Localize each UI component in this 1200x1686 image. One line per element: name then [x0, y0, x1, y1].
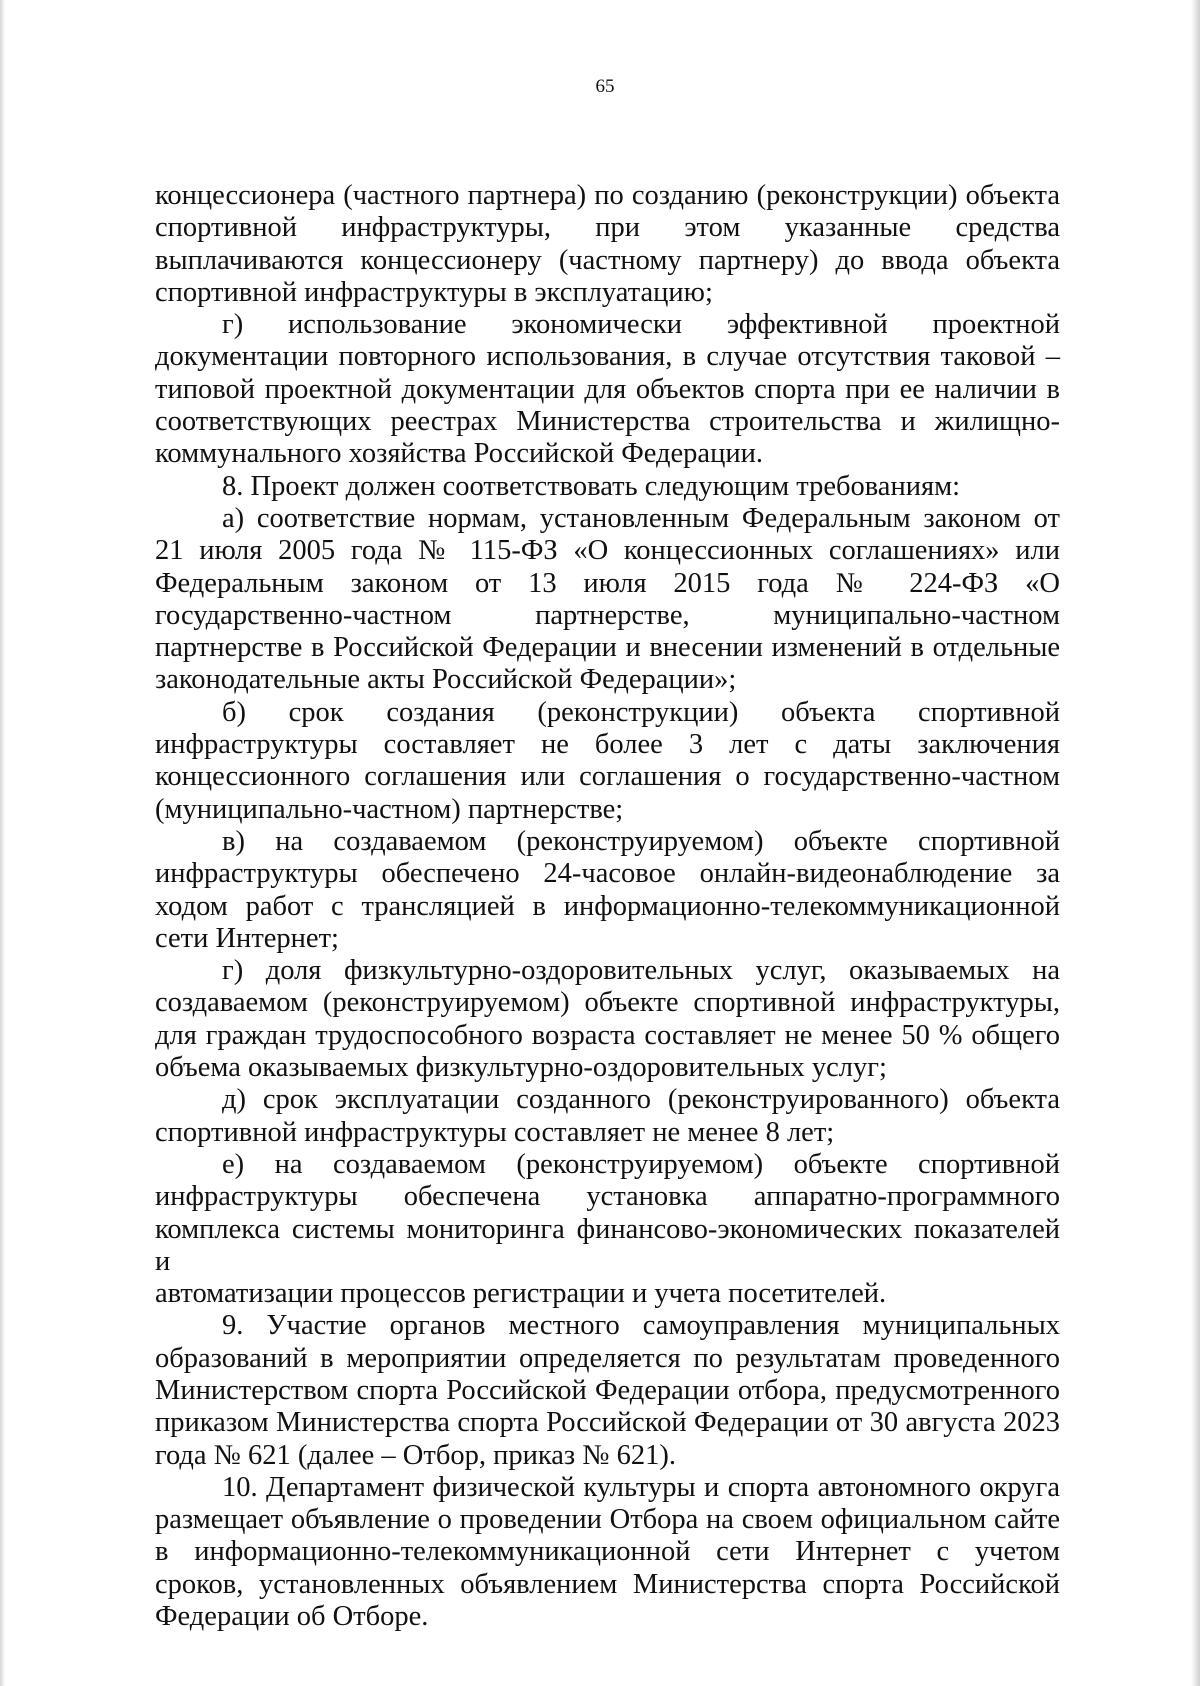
paragraph-item-g-project-docs: г) использование экономически эффективной проектной документации повторного использования, в случае отсутствия таковой – типовой проектной документации для объектов спорта при ее наличии в соответствующих реестрах Министерства строительства и жилищно-коммунального хозяйства Российской Федерации.	[155, 309, 1060, 470]
paragraph-item-e-continuation: автоматизации процессов регистрации и учета посетителей.	[155, 1278, 887, 1310]
paragraph-item-d: д) срок эксплуатации созданного (реконструированного) объекта спортивной инфраструктуры составляет не менее 8 лет;	[155, 1084, 1060, 1148]
page-number: 65	[595, 76, 615, 97]
paragraph-item-e: е) на создаваемом (реконструируемом) объекте спортивной инфраструктуры обеспечена установка аппаратно-программного комплекса системы мониторинга финансово-экономических показателей и	[155, 1148, 1060, 1277]
document-body	[155, 180, 1060, 1633]
paragraph-item-g: г) доля физкультурно-оздоровительных услуг, оказываемых на создаваемом (реконструируемом) объекте спортивной инфраструктуры, для граждан трудоспособного возраста составляет не менее 50 % общего объема оказываемых физкультурно-оздоровительных услуг;	[155, 955, 1060, 1084]
paragraph-section-9: 9. Участие органов местного самоуправления муниципальных образований в мероприятии определяется по результатам проведенного Министерством спорта Российской Федерации отбора, предусмотренного приказом Министерства спорта Российской Федерации от 30 августа 2023 года № 621 (далее – Отбор, приказ № 621).	[155, 1310, 1060, 1471]
paragraph-item-v: в) на создаваемом (реконструируемом) объекте спортивной инфраструктуры обеспечено 24-часовое онлайн-видеонаблюдение за ходом работ с трансляцией в информационно-телекоммуникационной сети Интернет;	[155, 825, 1060, 954]
paragraph-item-b: б) срок создания (реконструкции) объекта спортивной инфраструктуры составляет не более 3 лет с даты заключения концессионного соглашения или соглашения о государственно-частном (муниципально-частном) партнерстве;	[155, 696, 1060, 825]
paragraph-continuation: концессионера (частного партнера) по созданию (реконструкции) объекта спортивной инфраструктуры, при этом указанные средства выплачиваются концессионеру (частному партнеру) до ввода объекта спортивной инфраструктуры в эксплуатацию;	[155, 180, 1060, 308]
paragraph-item-a: а) соответствие нормам, установленным Федеральным законом от 21 июля 2005 года № 115-ФЗ «О концессионных соглашениях» или Федеральным законом от 13 июля 2015 года № 224-ФЗ «О государственно-частном партнерстве, муниципально-частном партнерстве в Российской Федерации и внесении изменений в отдельные законодательные акты Российской Федерации»;	[155, 502, 1060, 696]
paragraph-section-10: 10. Департамент физической культуры и спорта автономного округа размещает объявление о проведении Отбора на своем официальном сайте в информационно-телекоммуникационной сети Интернет с учетом сроков, установленных объявлением Министерства спорта Российской Федерации об Отборе.	[155, 1471, 1060, 1633]
paragraph-section-8: 8. Проект должен соответствовать следующим требованиям:	[222, 470, 961, 502]
